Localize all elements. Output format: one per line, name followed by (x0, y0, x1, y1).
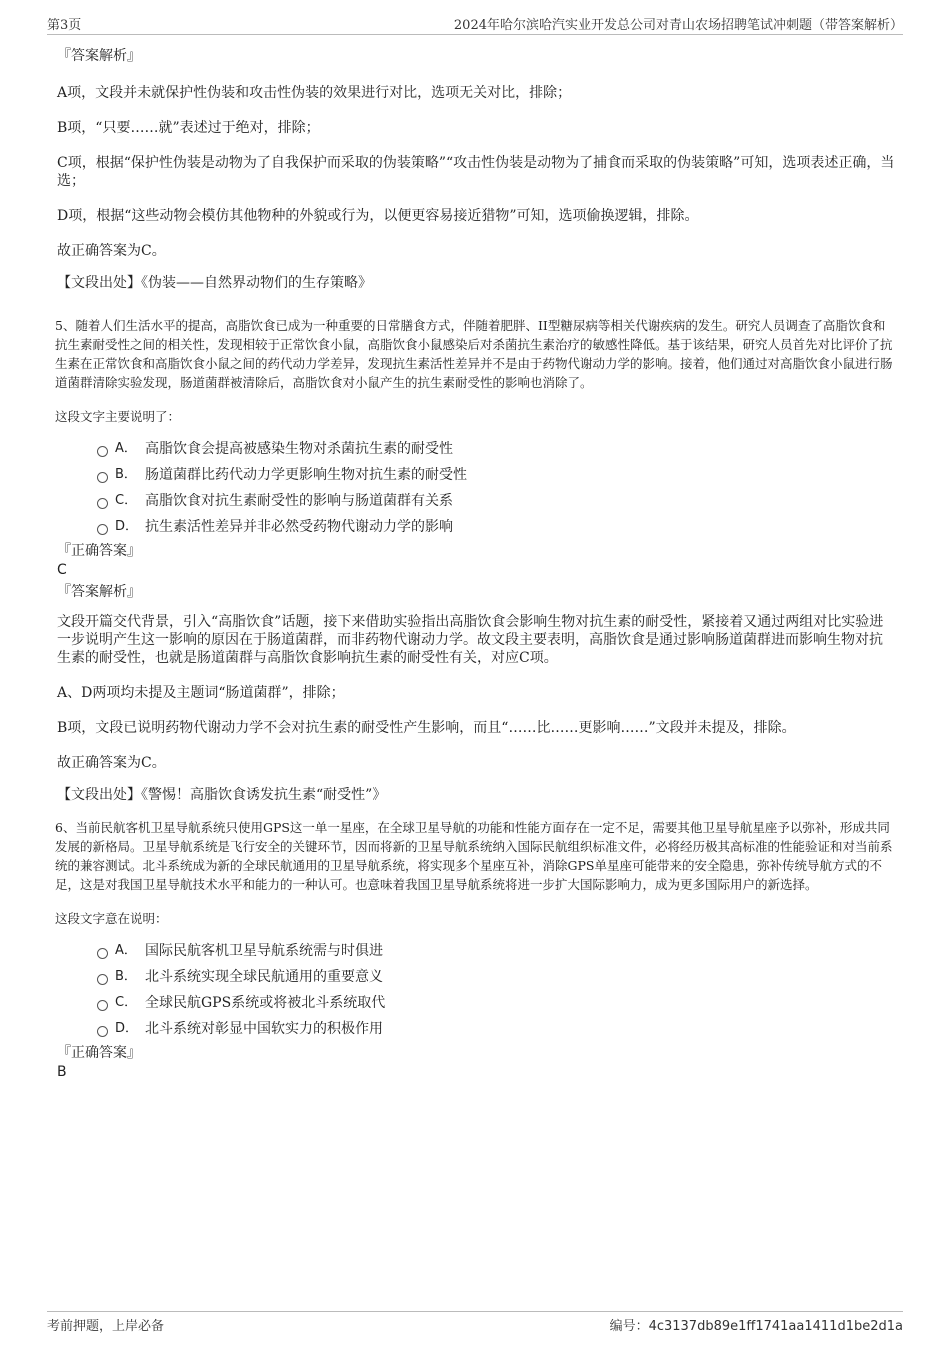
question-5-answer-label: 『正确答案』 (57, 543, 141, 559)
question-5-analysis-ad: A、D两项均未提及主题词“肠道菌群”，排除； (57, 685, 345, 701)
page-footer (47, 1311, 903, 1342)
document-code-value: 4c3137db89e1ff1741aa1411d1be2d1a (648, 1319, 903, 1334)
radio-icon[interactable] (97, 974, 108, 985)
question-6-answer: B (57, 1064, 67, 1080)
question-6-option-d[interactable]: D． 北斗系统对彰显中国软实力的积极作用 (55, 1019, 895, 1045)
question-6-option-c[interactable]: C． 全球民航GPS系统或将被北斗系统取代 (55, 993, 895, 1019)
page-number: 第3页 (47, 18, 82, 33)
radio-icon[interactable] (97, 1026, 108, 1037)
question-6-prompt: 这段文字意在说明： (55, 911, 168, 926)
radio-icon[interactable] (97, 524, 108, 535)
question-6-option-b[interactable]: B． 北斗系统实现全球民航通用的重要意义 (55, 967, 895, 993)
radio-icon[interactable] (97, 498, 108, 509)
question-5-option-a[interactable]: A． 高脂饮食会提高被感染生物对杀菌抗生素的耐受性 (55, 439, 895, 465)
question-5-source: 【文段出处】《警惕！高脂饮食诱发抗生素“耐受性”》 (57, 787, 387, 803)
prev-source: 【文段出处】《伪装——自然界动物们的生存策略》 (57, 275, 372, 291)
question-5-analysis-main: 文段开篇交代背景，引入“高脂饮食”话题，接下来借助实验指出高脂饮食会影响生物对抗生素的耐受性，紧接着又通过两组对比实验进一步说明产生这一影响的原因在于肠道菌群，而非药物代谢动力学。故文段主要表明，高脂饮食是通过影响肠道菌群进而影响生物对抗生素的耐受性，也就是肠道菌群与高脂饮食影响抗生素的耐受性有关，对应C项。 (57, 614, 884, 666)
question-5-option-c[interactable]: C． 高脂饮食对抗生素耐受性的影响与肠道菌群有关系 (55, 491, 895, 517)
prev-analysis-a: A项，文段并未就保护性伪装和攻击性伪装的效果进行对比，选项无关对比，排除； (57, 85, 572, 101)
question-5-analysis-label: 『答案解析』 (57, 584, 141, 600)
question-5-prompt: 这段文字主要说明了： (55, 409, 181, 424)
document-body (55, 42, 895, 1081)
page-header (47, 12, 903, 35)
question-5-option-b[interactable]: B． 肠道菌群比药代动力学更影响生物对抗生素的耐受性 (55, 465, 895, 491)
question-5-conclusion: 故正确答案为C。 (57, 755, 166, 771)
prev-analysis-d: D项，根据“这些动物会模仿其他物种的外貌或行为，以便更容易接近猎物”可知，选项偷换逻辑，排除。 (57, 208, 699, 224)
question-6-options (55, 941, 895, 1045)
question-6-answer-label: 『正确答案』 (57, 1045, 141, 1061)
radio-icon[interactable] (97, 1000, 108, 1011)
question-5-answer: C (57, 562, 67, 578)
question-5-stem: 5、随着人们生活水平的提高，高脂饮食已成为一种重要的日常膳食方式，伴随着肥胖、II型糖尿病等相关代谢疾病的发生。研究人员调查了高脂饮食和抗生素耐受性之间的相关性，发现相较于正常饮食小鼠，高脂饮食小鼠感染后对杀菌抗生素治疗的敏感性降低。基于该结果，研究人员首先对比评价了抗生素在正常饮食和高脂饮食小鼠之间的药代动力学差异，发现抗生素活性差异并不是由于药物代谢动力学的影响。接着，他们通过对高脂饮食小鼠进行肠道菌群清除实验发现，肠道菌群被清除后，高脂饮食对小鼠产生的抗生素耐受性的影响也消除了。 (55, 318, 893, 390)
document-code-label: 编号： (609, 1319, 649, 1334)
prev-conclusion: 故正确答案为C。 (57, 243, 166, 259)
question-5-option-d[interactable]: D． 抗生素活性差异并非必然受药物代谢动力学的影响 (55, 517, 895, 543)
question-5-options (55, 439, 895, 543)
radio-icon[interactable] (97, 446, 108, 457)
footer-slogan: 考前押题，上岸必备 (47, 1319, 165, 1334)
prev-analysis-b: B项，“只要……就”表述过于绝对，排除； (57, 120, 320, 136)
prev-analysis-label: 『答案解析』 (57, 48, 141, 64)
question-6-option-a[interactable]: A． 国际民航客机卫星导航系统需与时俱进 (55, 941, 895, 967)
radio-icon[interactable] (97, 948, 108, 959)
document-title: 2024年哈尔滨哈汽实业开发总公司对青山农场招聘笔试冲刺题（带答案解析） (453, 18, 903, 33)
document-code (610, 1315, 903, 1334)
prev-analysis-c: C项，根据“保护性伪装是动物为了自我保护而采取的伪装策略”“攻击性伪装是动物为了捕食而采取的伪装策略”可知，选项表述正确，当选； (57, 155, 895, 189)
question-5-analysis-b: B项，文段已说明药物代谢动力学不会对抗生素的耐受性产生影响，而且“……比……更影响……”文段并未提及，排除。 (57, 720, 796, 736)
radio-icon[interactable] (97, 472, 108, 483)
question-6-stem: 6、当前民航客机卫星导航系统只使用GPS这一单一星座，在全球卫星导航的功能和性能方面存在一定不足，需要其他卫星导航星座予以弥补，形成共同发展的新格局。卫星导航系统是飞行安全的关键环节，因而将新的卫星导航系统纳入国际民航组织标准文件，必将经历极其高标准的性能验证和对当前系统的兼容测试。北斗系统成为新的全球民航通用的卫星导航系统，将实现多个星座互补，消除GPS单星座可能带来的安全隐患，弥补传统导航方式的不足，这是对我国卫星导航技术水平和能力的一种认可。也意味着我国卫星导航系统将进一步扩大国际影响力，成为更多国际用户的新选择。 (55, 820, 893, 892)
